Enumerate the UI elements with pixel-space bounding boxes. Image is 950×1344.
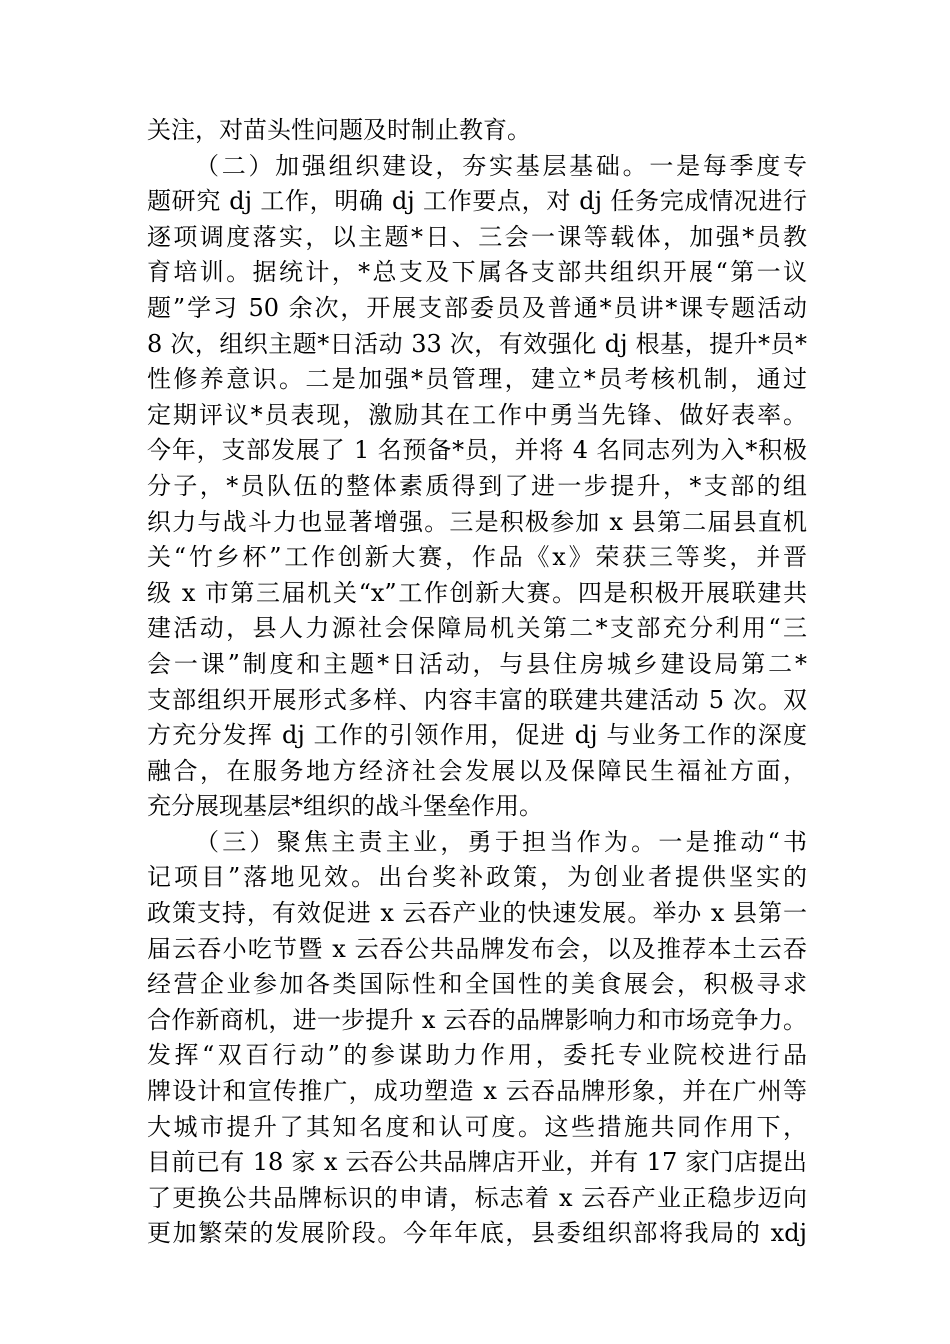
text-line: 方充分发挥 dj 工作的引领作用，促进 dj 与业务工作的深度 <box>147 721 807 750</box>
text-line: 届云吞小吃节暨 x 云吞公共品牌发布会，以及推荐本土云吞 <box>147 934 807 963</box>
text-line: 融合，在服务地方经济社会发展以及保障民生福祉方面， <box>147 756 807 785</box>
text-line: 建活动，县人力源社会保障局机关第二*支部充分利用“三 <box>147 614 807 643</box>
text-line: 了更换公共品牌标识的申请，标志着 x 云吞产业正稳步迈向 <box>147 1183 807 1212</box>
text-line: 级 x 市第三届机关“x”工作创新大赛。四是积极开展联建共 <box>147 578 807 607</box>
text-line: 关“竹乡杯”工作创新大赛，作品《x》荣获三等奖，并晋 <box>147 543 807 572</box>
text-line: 牌设计和宣传推广，成功塑造 x 云吞品牌形象，并在广州等 <box>147 1077 807 1106</box>
text-line: 性修养意识。二是加强*员管理，建立*员考核机制，通过 <box>147 365 807 394</box>
text-line: 政策支持，有效促进 x 云吞产业的快速发展。举办 x 县第一 <box>147 899 807 928</box>
text-line: 支部组织开展形式多样、内容丰富的联建共建活动 5 次。双 <box>147 685 807 714</box>
text-line: 8 次，组织主题*日活动 33 次，有效强化 dj 根基，提升*员* <box>147 329 807 358</box>
text-line: 合作新商机，进一步提升 x 云吞的品牌影响力和市场竞争力。 <box>147 1005 807 1034</box>
text-line: 织力与战斗力也显著增强。三是积极参加 x 县第二届县直机 <box>147 507 807 536</box>
section-heading-line: （二）加强组织建设，夯实基层基础。一是每季度专 <box>195 151 807 180</box>
text-line: 题”学习 50 余次，开展支部委员及普通*员讲*课专题活动 <box>147 293 807 322</box>
text-line: 记项目”落地见效。出台奖补政策，为创业者提供坚实的 <box>147 863 807 892</box>
text-line: 充分展现基层*组织的战斗堡垒作用。 <box>147 792 543 821</box>
text-line: 题研究 dj 工作，明确 dj 工作要点，对 dj 任务完成情况进行 <box>147 187 807 216</box>
text-line: 定期评议*员表现，激励其在工作中勇当先锋、做好表率。 <box>147 400 807 429</box>
section-heading-line: （三）聚焦主责主业，勇于担当作为。一是推动“书 <box>195 827 807 856</box>
text-line: 发挥“双百行动”的参谋助力作用，委托专业院校进行品 <box>147 1041 807 1070</box>
text-line: 大城市提升了其知名度和认可度。这些措施共同作用下， <box>147 1112 807 1141</box>
body-text <box>147 113 807 1252</box>
text-line: 关注，对苗头性问题及时制止教育。 <box>147 116 531 144</box>
text-line: 分子，*员队伍的整体素质得到了进一步提升，*支部的组 <box>147 471 807 500</box>
text-line: 目前已有 18 家 x 云吞公共品牌店开业，并有 17 家门店提出 <box>147 1148 807 1177</box>
text-line: 逐项调度落实，以主题*日、三会一课等载体，加强*员教 <box>147 222 807 251</box>
text-line: 会一课”制度和主题*日活动，与县住房城乡建设局第二* <box>147 649 807 678</box>
text-line: 经营企业参加各类国际性和全国性的美食展会，积极寻求 <box>147 970 807 999</box>
text-line: 更加繁荣的发展阶段。今年年底，县委组织部将我局的 xdj <box>147 1219 807 1248</box>
text-line: 育培训。据统计，*总支及下属各支部共组织开展“第一议 <box>147 258 807 287</box>
text-line: 今年，支部发展了 1 名预备*员，并将 4 名同志列为入*积极 <box>147 436 807 465</box>
